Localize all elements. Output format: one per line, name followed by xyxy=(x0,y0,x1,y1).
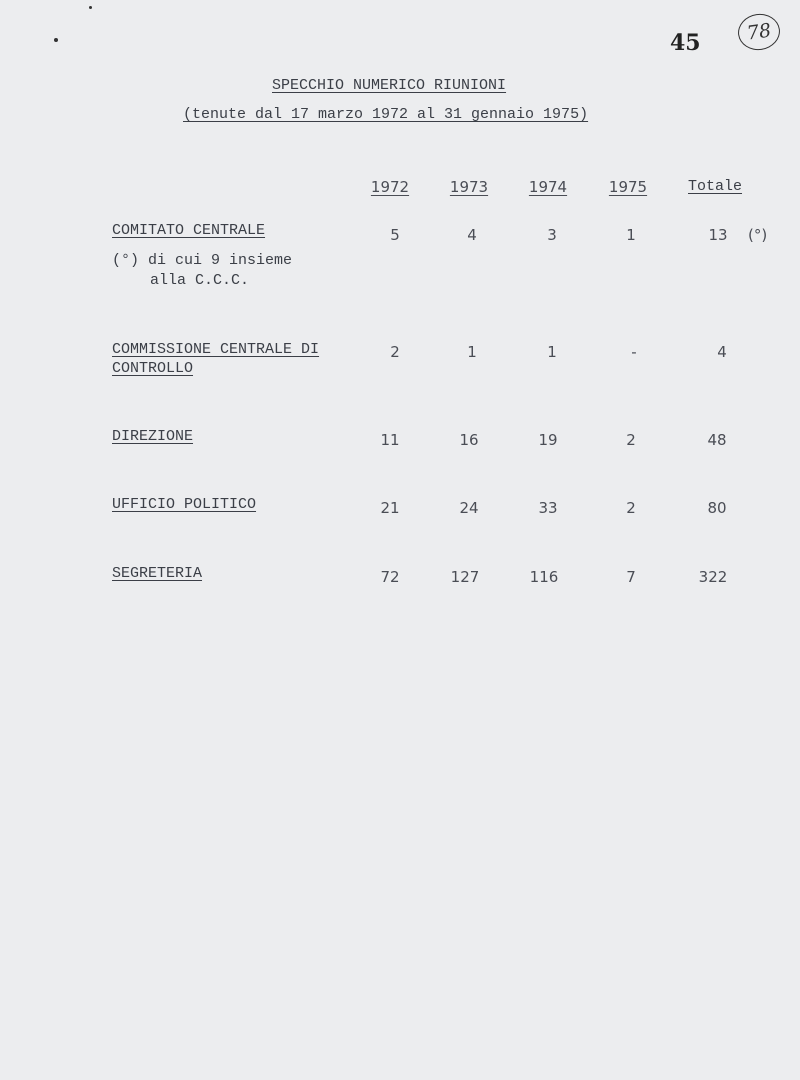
cell-value: 1 xyxy=(467,343,477,361)
cell-total: 48 xyxy=(707,431,727,449)
cell-value: 16 xyxy=(459,431,479,449)
cell-value: 5 xyxy=(390,226,400,244)
cell-value: 72 xyxy=(380,568,400,586)
ink-speck xyxy=(89,6,92,9)
cell-value: 24 xyxy=(459,499,479,517)
cell-value: 3 xyxy=(547,226,557,244)
cell-total: 4 xyxy=(717,343,727,361)
row-label-segreteria: SEGRETERIA xyxy=(112,565,203,582)
footnote-line-2: alla C.C.C. xyxy=(150,272,250,289)
row-label-direzione: DIREZIONE xyxy=(112,428,194,445)
cell-value: 1 xyxy=(547,343,557,361)
row-label-commissione-line2: CONTROLLO xyxy=(112,360,194,377)
row-label-ufficio-politico: UFFICIO POLITICO xyxy=(112,496,257,513)
column-header-1972: 1972 xyxy=(370,178,410,196)
cell-value: 2 xyxy=(626,499,636,517)
cell-value: 127 xyxy=(450,568,480,586)
page-number: 45 xyxy=(670,30,701,56)
cell-value: 116 xyxy=(529,568,559,586)
cell-value: 2 xyxy=(390,343,400,361)
cell-total: 80 xyxy=(707,499,727,517)
cell-value: 33 xyxy=(538,499,558,517)
document-subtitle: (tenute dal 17 marzo 1972 al 31 gennaio 1975) xyxy=(183,106,589,123)
cell-total: 13 xyxy=(708,226,728,244)
row-label-comitato-centrale: COMITATO CENTRALE xyxy=(112,222,266,239)
cell-total: 322 xyxy=(698,568,728,586)
cell-value: - xyxy=(631,343,637,361)
column-header-1975: 1975 xyxy=(608,178,648,196)
cell-value: 19 xyxy=(538,431,558,449)
column-header-1973: 1973 xyxy=(449,178,489,196)
document-title: SPECCHIO NUMERICO RIUNIONI xyxy=(272,77,507,94)
ink-speck xyxy=(54,38,58,42)
column-header-1974: 1974 xyxy=(528,178,568,196)
cell-value: 7 xyxy=(626,568,636,586)
stamp-number: 78 xyxy=(745,19,773,45)
cell-value: 21 xyxy=(380,499,400,517)
archive-stamp xyxy=(736,11,783,52)
row-label-commissione-line1: COMMISSIONE CENTRALE DI xyxy=(112,341,320,358)
cell-value: 4 xyxy=(467,226,477,244)
column-header-totale: Totale xyxy=(688,178,743,195)
footnote-line-1: (°) di cui 9 insieme xyxy=(112,252,293,269)
cell-value: 11 xyxy=(380,431,400,449)
cell-value: 1 xyxy=(626,226,636,244)
cell-value: 2 xyxy=(626,431,636,449)
footnote-mark: (°) xyxy=(748,226,768,244)
